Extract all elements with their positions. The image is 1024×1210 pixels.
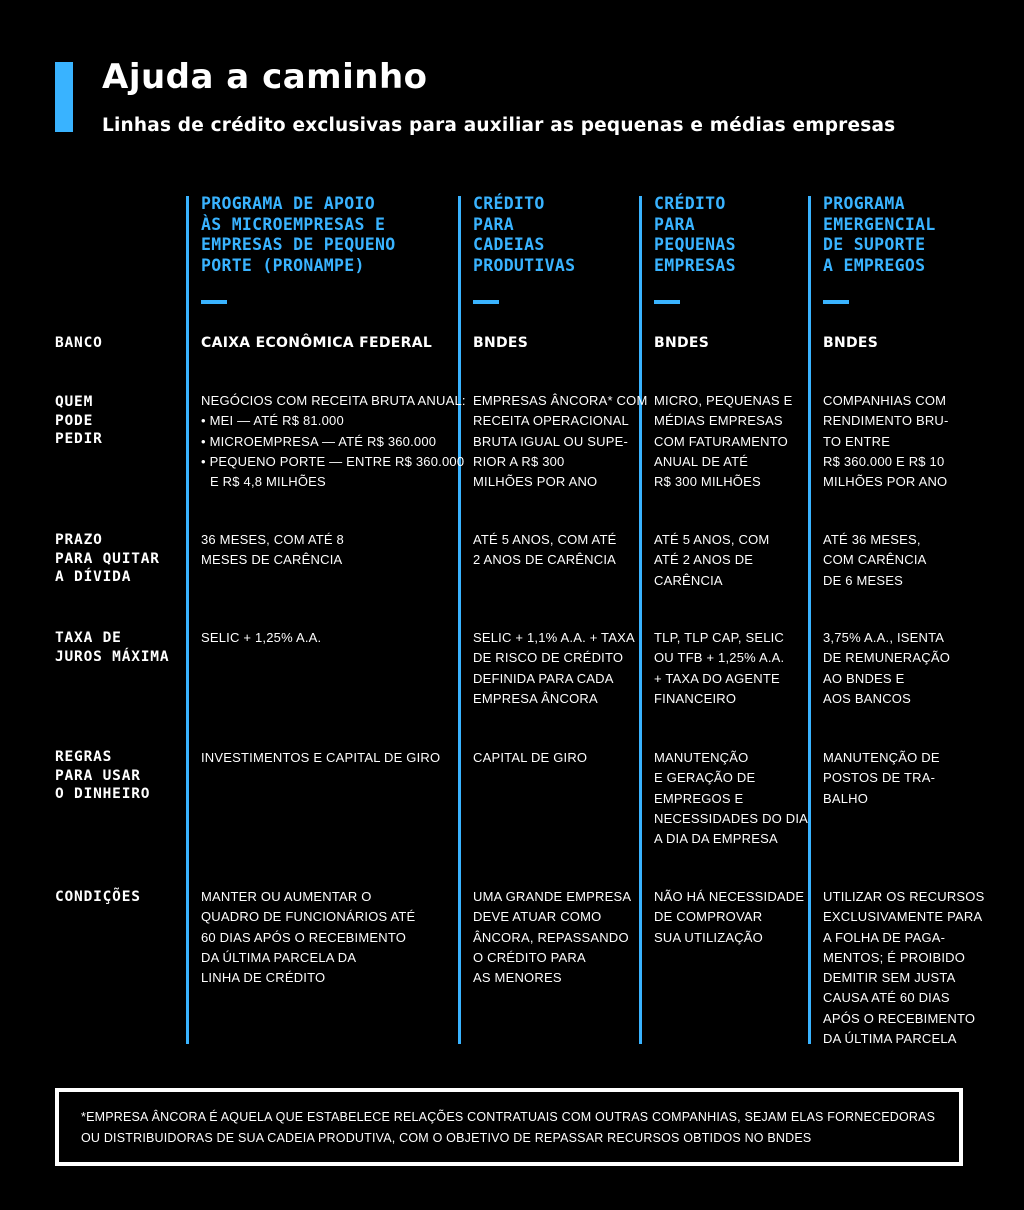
row-label-line: A DÍVIDA: [55, 569, 132, 585]
cell-line: UMA GRANDE EMPRESA: [473, 889, 632, 904]
cell-line: DE COMPROVAR: [654, 909, 763, 925]
cell-line: NÃO HÁ NECESSIDADE: [654, 889, 805, 904]
cell-line: SELIC + 1,25% A.A.: [201, 630, 322, 645]
row-label-prazo: [55, 531, 160, 587]
cell-line: BNDES: [473, 335, 529, 351]
column-divider-emergencial: [808, 196, 811, 1044]
cell-line: ÂNCORA, REPASSANDO: [473, 929, 629, 945]
cell-taxa-cadeias: [473, 628, 635, 709]
row-label-line: REGRAS: [55, 749, 113, 765]
cell-line: MILHÕES POR ANO: [823, 474, 948, 490]
cell-line: DEVE ATUAR COMO: [473, 909, 602, 925]
cell-banco-emergencial: [823, 333, 878, 353]
cell-condicoes-emergencial: [823, 887, 984, 1049]
cell-line: COM FATURAMENTO: [654, 433, 788, 449]
cell-line: DEFINIDA PARA CADA: [473, 670, 614, 686]
column-header-line: PROGRAMA: [823, 194, 905, 213]
cell-line: • MICROEMPRESA — ATÉ R$ 360.000: [201, 433, 437, 449]
cell-line: EMPRESA ÂNCORA: [473, 690, 598, 706]
cell-line: MANUTENÇÃO DE: [823, 750, 940, 765]
cell-line: EMPREGOS E: [654, 790, 744, 806]
footnote-line: *EMPRESA ÂNCORA É AQUELA QUE ESTABELECE RELAÇÕES CONTRATUAIS COM OUTRAS COMPANHIAS, SEJAM ELAS FORNECEDORAS: [81, 1110, 936, 1124]
cell-quem-pequenas: [654, 391, 792, 492]
row-label-line: PRAZO: [55, 532, 103, 548]
cell-line: MILHÕES POR ANO: [473, 474, 598, 490]
column-header-line: CRÉDITO: [473, 194, 545, 213]
cell-line: ATÉ 36 MESES,: [823, 532, 921, 547]
cell-line: + TAXA DO AGENTE: [654, 670, 780, 686]
cell-line: BALHO: [823, 790, 869, 806]
page-subtitle: Linhas de crédito exclusivas para auxiliar as pequenas e médias empresas: [102, 115, 896, 136]
cell-line: ATÉ 5 ANOS, COM: [654, 532, 770, 547]
cell-line: MENTOS; É PROIBIDO: [823, 949, 966, 965]
cell-line: MESES DE CARÊNCIA: [201, 552, 343, 568]
row-label-line: O DINHEIRO: [55, 786, 151, 802]
column-header-line: PORTE (PRONAMPE): [201, 255, 365, 275]
cell-line: BNDES: [823, 335, 879, 351]
column-divider-cadeias: [458, 196, 461, 1044]
row-label-regras: [55, 748, 150, 804]
cell-line: MICRO, PEQUENAS E: [654, 393, 793, 408]
cell-line: CARÊNCIA: [654, 572, 723, 588]
column-header-cadeias-produtivas: [473, 194, 575, 276]
cell-line: CAPITAL DE GIRO: [473, 750, 588, 765]
cell-prazo-pronampe: [201, 530, 344, 571]
cell-line: LINHA DE CRÉDITO: [201, 970, 326, 986]
footnote-box: [55, 1088, 963, 1166]
cell-condicoes-cadeias: [473, 887, 631, 988]
cell-taxa-emergencial: [823, 628, 950, 709]
cell-condicoes-pronampe: [201, 887, 415, 988]
cell-line: NEGÓCIOS COM RECEITA BRUTA ANUAL:: [201, 393, 466, 408]
cell-line: DA ÚLTIMA PARCELA DA: [201, 949, 357, 965]
column-header-line: PARA: [654, 214, 695, 234]
column-header-dash: [201, 300, 227, 304]
row-label-line: BANCO: [55, 335, 103, 351]
title-accent-bar: [55, 62, 73, 132]
cell-prazo-emergencial: [823, 530, 927, 591]
cell-line: DE 6 MESES: [823, 572, 904, 588]
cell-regras-pronampe: [201, 748, 440, 768]
column-header-dash: [654, 300, 680, 304]
cell-regras-cadeias: [473, 748, 587, 768]
cell-line: DE RISCO DE CRÉDITO: [473, 650, 624, 666]
row-label-line: PARA USAR: [55, 767, 141, 784]
row-label-line: CONDIÇÕES: [55, 889, 141, 905]
cell-line: MÉDIAS EMPRESAS: [654, 413, 783, 429]
column-header-line: A EMPREGOS: [823, 255, 926, 275]
cell-line: • MEI — ATÉ R$ 81.000: [201, 413, 344, 429]
cell-line: RIOR A R$ 300: [473, 453, 565, 469]
row-label-banco: [55, 334, 103, 353]
cell-line: ATÉ 2 ANOS DE: [654, 552, 754, 568]
column-header-line: DE SUPORTE: [823, 235, 926, 254]
footnote-line: OU DISTRIBUIDORAS DE SUA CADEIA PRODUTIVA, COM O OBJETIVO DE REPASSAR RECURSOS OBTIDOS NO BNDES: [81, 1130, 812, 1145]
cell-quem-pronampe: [201, 391, 466, 492]
cell-line: MANUTENÇÃO: [654, 750, 749, 765]
cell-line: COM CARÊNCIA: [823, 552, 927, 568]
cell-line: TLP, TLP CAP, SELIC: [654, 630, 785, 645]
column-header-line: ÀS MICROEMPRESAS E: [201, 214, 386, 234]
cell-line: AS MENORES: [473, 970, 562, 986]
cell-regras-emergencial: [823, 748, 940, 809]
row-label-taxa-juros: [55, 629, 169, 666]
cell-line: E GERAÇÃO DE: [654, 770, 756, 786]
cell-banco-pequenas: [654, 333, 709, 353]
row-label-line: PODE: [55, 412, 94, 429]
column-header-dash: [823, 300, 849, 304]
cell-line: RECEITA OPERACIONAL: [473, 413, 629, 429]
column-header-line: PRODUTIVAS: [473, 255, 576, 275]
cell-line: AOS BANCOS: [823, 690, 911, 706]
cell-banco-cadeias: [473, 333, 528, 353]
cell-regras-pequenas: [654, 748, 808, 849]
cell-line: ATÉ 5 ANOS, COM ATÉ: [473, 532, 617, 547]
cell-taxa-pequenas: [654, 628, 784, 709]
cell-line: DE REMUNERAÇÃO: [823, 650, 951, 666]
row-label-quem-pode-pedir: [55, 393, 103, 449]
column-header-line: PROGRAMA DE APOIO: [201, 194, 375, 213]
cell-line: INVESTIMENTOS E CAPITAL DE GIRO: [201, 750, 441, 765]
cell-line: 60 DIAS APÓS O RECEBIMENTO: [201, 929, 407, 945]
page-title: Ajuda a caminho: [102, 57, 428, 97]
column-header-line: EMPRESAS: [654, 255, 736, 275]
cell-line: 2 ANOS DE CARÊNCIA: [473, 552, 617, 568]
cell-line: EXCLUSIVAMENTE PARA: [823, 909, 983, 925]
column-header-line: PEQUENAS: [654, 235, 736, 254]
cell-line: R$ 300 MILHÕES: [654, 474, 761, 490]
cell-line: E R$ 4,8 MILHÕES: [210, 474, 326, 490]
cell-line: DA ÚLTIMA PARCELA: [823, 1031, 957, 1047]
cell-quem-emergencial: [823, 391, 949, 492]
cell-line: RENDIMENTO BRU-: [823, 413, 949, 429]
column-header-line: EMERGENCIAL: [823, 214, 936, 234]
column-divider-pronampe: [186, 196, 189, 1044]
cell-line: A DIA DA EMPRESA: [654, 831, 778, 847]
cell-line: SUA UTILIZAÇÃO: [654, 929, 763, 945]
cell-line: EMPRESAS ÂNCORA* COM: [473, 393, 648, 408]
column-header-line: CADEIAS: [473, 235, 545, 254]
row-label-line: JUROS MÁXIMA: [55, 648, 170, 665]
cell-line: BRUTA IGUAL OU SUPE-: [473, 433, 628, 449]
cell-line: CAIXA ECONÔMICA FEDERAL: [201, 335, 433, 351]
cell-taxa-pronampe: [201, 628, 321, 648]
cell-line: 3,75% A.A., ISENTA: [823, 630, 945, 645]
column-header-dash: [473, 300, 499, 304]
cell-line: R$ 360.000 E R$ 10: [823, 453, 945, 469]
cell-line: O CRÉDITO PARA: [473, 949, 586, 965]
cell-line: FINANCEIRO: [654, 690, 737, 706]
cell-banco-pronampe: [201, 333, 432, 353]
cell-line: UTILIZAR OS RECURSOS: [823, 889, 985, 904]
row-label-line: PEDIR: [55, 431, 103, 447]
cell-line: POSTOS DE TRA-: [823, 770, 936, 786]
cell-line: MANTER OU AUMENTAR O: [201, 889, 372, 904]
cell-line: NECESSIDADES DO DIA: [654, 810, 809, 826]
cell-quem-cadeias: [473, 391, 647, 492]
cell-line: OU TFB + 1,25% A.A.: [654, 650, 785, 666]
cell-prazo-cadeias: [473, 530, 616, 571]
cell-line: TO ENTRE: [823, 433, 891, 449]
column-header-pronampe: [201, 194, 395, 276]
cell-line: APÓS O RECEBIMENTO: [823, 1010, 976, 1026]
cell-line: A FOLHA DE PAGA-: [823, 929, 946, 945]
cell-line: • PEQUENO PORTE — ENTRE R$ 360.000: [201, 453, 465, 469]
column-header-line: PARA: [473, 214, 514, 234]
cell-line: AO BNDES E: [823, 670, 905, 686]
row-label-line: QUEM: [55, 394, 94, 410]
cell-condicoes-pequenas: [654, 887, 804, 948]
column-header-line: CRÉDITO: [654, 194, 726, 213]
cell-line: ANUAL DE ATÉ: [654, 453, 749, 469]
row-label-line: TAXA DE: [55, 630, 122, 646]
row-label-line: PARA QUITAR: [55, 550, 160, 567]
cell-line: BNDES: [654, 335, 710, 351]
cell-line: COMPANHIAS COM: [823, 393, 947, 408]
column-header-pequenas-empresas: [654, 194, 736, 276]
column-header-emergencial: [823, 194, 936, 276]
cell-line: SELIC + 1,1% A.A. + TAXA: [473, 630, 635, 645]
cell-line: DEMITIR SEM JUSTA: [823, 970, 956, 986]
column-header-line: EMPRESAS DE PEQUENO: [201, 235, 396, 254]
column-divider-pequenas: [639, 196, 642, 1044]
cell-prazo-pequenas: [654, 530, 769, 591]
cell-line: CAUSA ATÉ 60 DIAS: [823, 990, 950, 1006]
cell-line: 36 MESES, COM ATÉ 8: [201, 532, 344, 547]
footnote-text: [81, 1107, 935, 1148]
row-label-condicoes: [55, 888, 141, 907]
cell-line: QUADRO DE FUNCIONÁRIOS ATÉ: [201, 909, 416, 925]
